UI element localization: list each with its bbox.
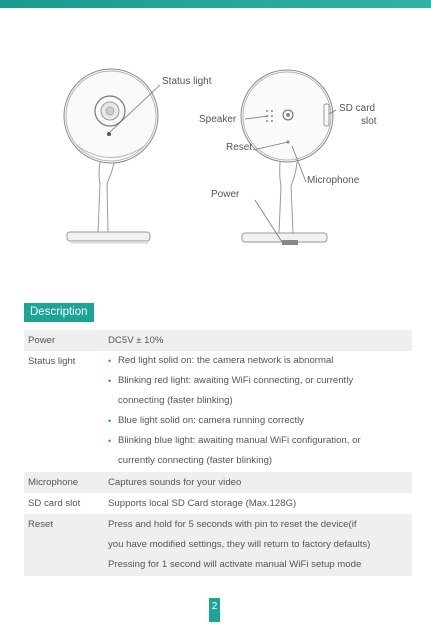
row-label: Microphone <box>28 477 79 488</box>
callout-status-light: Status light <box>162 76 212 87</box>
callout-power: Power <box>211 189 240 200</box>
bullet-item-continuation: currently connecting (faster blinking) <box>118 455 273 466</box>
reset-line: you have modified settings, they will return to factory defaults) <box>108 539 371 550</box>
reset-line: Press and hold for 5 seconds with pin to reset the device(if <box>108 519 357 530</box>
bullet-dot-icon: • <box>108 356 112 366</box>
bullet-item-continuation: connecting (faster blinking) <box>118 395 233 406</box>
description-table <box>24 330 412 576</box>
row-label: SD card slot <box>28 498 81 509</box>
callout-sd-card-slot-2: slot <box>361 116 377 127</box>
row-value: Captures sounds for your video <box>108 477 242 488</box>
table-row-power <box>24 330 412 351</box>
reset-line: Pressing for 1 second will activate manual WiFi setup mode <box>108 559 362 570</box>
table-row-status-light <box>24 351 412 472</box>
row-label: Power <box>28 335 56 346</box>
page-number: 2 <box>209 598 220 622</box>
bullet-dot-icon: • <box>108 416 112 426</box>
row-value: DC5V ± 10% <box>108 335 164 346</box>
section-title: Description <box>24 303 94 322</box>
top-accent-bar <box>0 0 431 8</box>
camera-back-illustration <box>241 70 333 245</box>
bullet-item: • Blinking red light: awaiting WiFi connecting, or currently <box>108 371 412 391</box>
row-label: Reset <box>28 519 54 530</box>
bullet-item: • Blinking blue light: awaiting manual WiFi configuration, or <box>108 431 412 451</box>
table-row-microphone <box>24 472 412 493</box>
callout-microphone: Microphone <box>307 175 360 186</box>
bullet-dot-icon: • <box>108 436 112 446</box>
bullet-item: • Red light solid on: the camera network is abnormal <box>108 351 412 371</box>
status-light-indicator <box>107 132 111 136</box>
callout-speaker: Speaker <box>199 114 237 125</box>
bullet-dot-icon: • <box>108 376 112 386</box>
camera-diagram <box>0 40 431 280</box>
table-row-reset <box>24 514 412 576</box>
bullet-item: • Blue light solid on: camera running correctly <box>108 411 412 431</box>
camera-front-illustration <box>64 69 158 243</box>
row-label: Status light <box>28 356 76 367</box>
callout-reset: Reset <box>226 142 253 153</box>
table-row-sd-card-slot <box>24 493 412 514</box>
callout-sd-card-slot-1: SD card <box>339 103 376 114</box>
row-value: Supports local SD Card storage (Max.128G) <box>108 498 297 509</box>
